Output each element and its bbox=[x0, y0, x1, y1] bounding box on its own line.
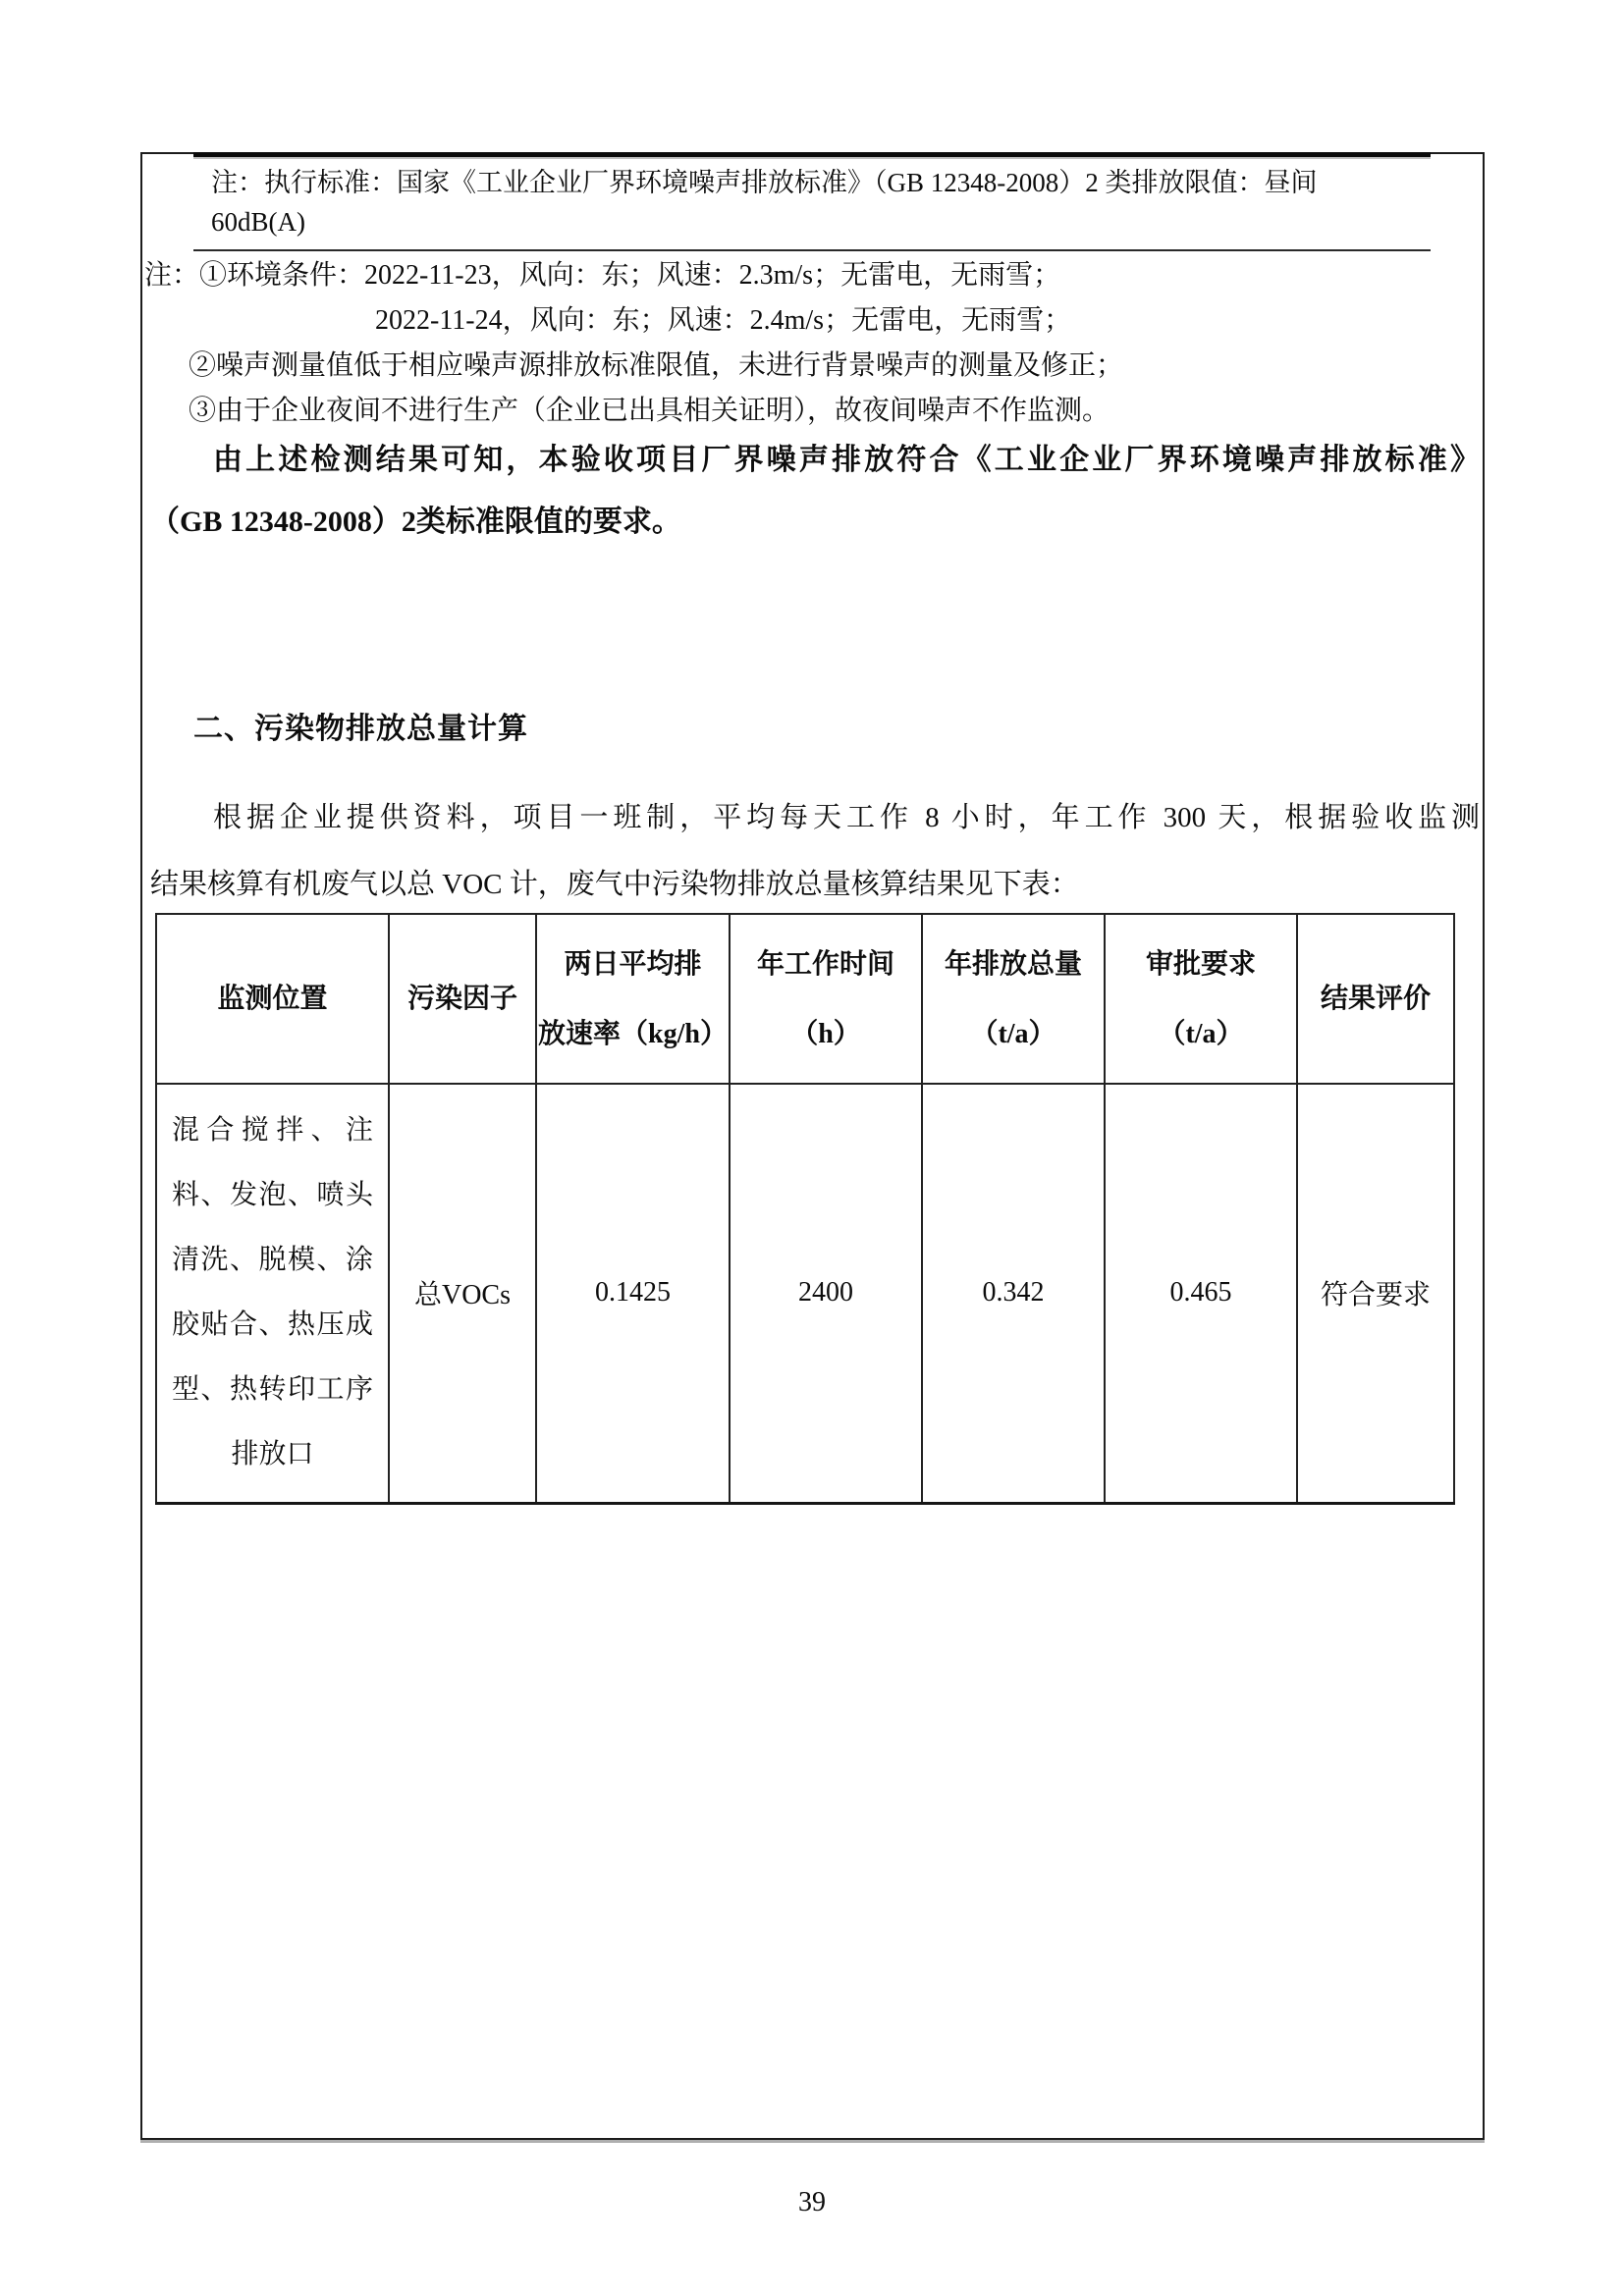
condition-note-line3: ②噪声测量值低于相应噪声源排放标准限值，未进行背景噪声的测量及修正； bbox=[189, 350, 1124, 381]
table-row bbox=[156, 1084, 1454, 1503]
cell-approval-limit: 0.465 bbox=[1105, 1084, 1297, 1503]
col-header-avg-rate: 两日平均排 放速率（kg/h） bbox=[536, 914, 730, 1084]
cell-monitor-location: 混合搅拌、注 料、发泡、喷头 清洗、脱模、涂 胶贴合、热压成 型、热转印工序 排放口 bbox=[156, 1084, 389, 1503]
condition-note-line2: 2022-11-24，风向：东；风速：2.4m/s；无雷电，无雨雪； bbox=[375, 305, 1072, 336]
table-header-row bbox=[156, 914, 1454, 1084]
cell-evaluation: 符合要求 bbox=[1297, 1084, 1454, 1503]
intro-paragraph bbox=[150, 784, 1480, 918]
noise-standard-note-line1: 注：执行标准：国家《工业企业厂界环境噪声排放标准》（GB 12348-2008）2 类排放限值：昼间 bbox=[211, 168, 1318, 197]
cell-annual-total: 0.342 bbox=[922, 1084, 1105, 1503]
condition-notes bbox=[144, 253, 1465, 434]
note-label: 注： bbox=[144, 260, 200, 291]
section-heading: 二、污染物排放总量计算 bbox=[193, 713, 528, 745]
col-header-annual-total: 年排放总量 （t/a） bbox=[922, 914, 1105, 1084]
document-content-frame bbox=[140, 152, 1485, 2140]
noise-standard-note-line2: 60dB(A) bbox=[211, 207, 305, 237]
condition-note-item1: ①环境条件：2022-11-23，风向：东；风速：2.3m/s；无雷电，无雨雪； bbox=[199, 260, 1061, 291]
condition-note-line4: ③由于企业夜间不进行生产（企业已出具相关证明），故夜间噪声不作监测。 bbox=[189, 396, 1110, 426]
conclusion-line1: 由上述检测结果可知，本验收项目厂界噪声排放符合《工业企业厂界环境噪声排放标准》 bbox=[213, 444, 1480, 476]
emission-total-table bbox=[155, 913, 1455, 1505]
cell-pollutant: 总VOCs bbox=[389, 1084, 536, 1503]
cell-avg-rate: 0.1425 bbox=[536, 1084, 730, 1503]
col-header-pollutant: 污染因子 bbox=[389, 914, 536, 1084]
col-header-location: 监测位置 bbox=[156, 914, 389, 1084]
col-header-evaluation: 结果评价 bbox=[1297, 914, 1454, 1084]
page-number: 39 bbox=[798, 2187, 826, 2217]
conclusion-paragraph bbox=[150, 429, 1480, 553]
noise-standard-note bbox=[193, 152, 1431, 251]
conclusion-line2: （GB 12348-2008）2类标准限值的要求。 bbox=[150, 506, 681, 538]
intro-line1: 根据企业提供资料，项目一班制，平均每天工作 8 小时，年工作 300 天，根据验收监测 bbox=[213, 802, 1480, 833]
intro-line2: 结果核算有机废气以总 VOC 计，废气中污染物排放总量核算结果见下表： bbox=[150, 869, 1079, 900]
col-header-annual-hours: 年工作时间 （h） bbox=[730, 914, 922, 1084]
condition-note-line1 bbox=[144, 253, 1465, 298]
col-header-approval-limit: 审批要求 （t/a） bbox=[1105, 914, 1297, 1084]
cell-annual-hours: 2400 bbox=[730, 1084, 922, 1503]
